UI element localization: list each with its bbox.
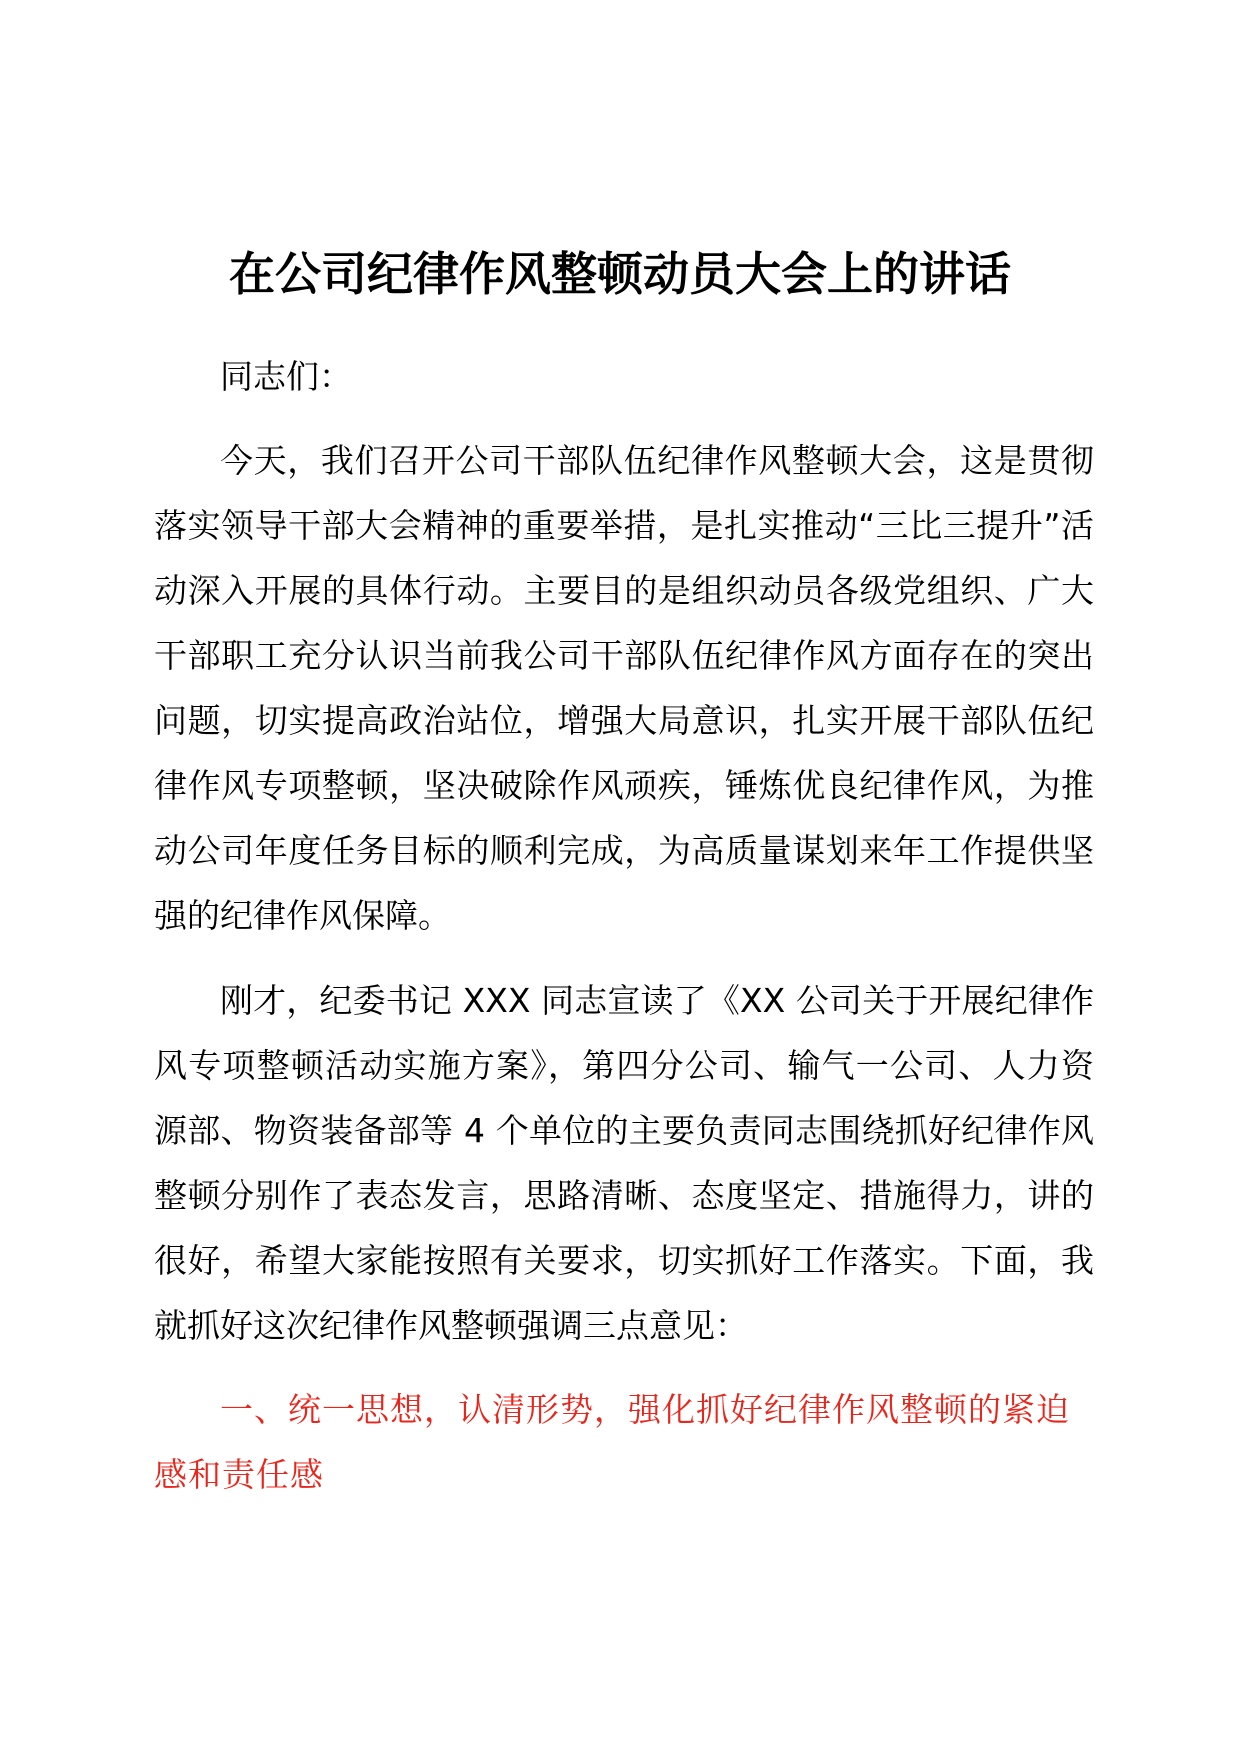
section-heading-1: 一、统一思想，认清形势，强化抓好纪律作风整顿的紧迫感和责任感 <box>154 1390 1070 1494</box>
paragraph-1: 今天，我们召开公司干部队伍纪律作风整顿大会，这是贯彻落实领导干部大会精神的重要举措，是扎实推动“三比三提升”活动深入开展的具体行动。主要目的是组织动员各级党组织、广大干部职工充分认识当前我公司干部队伍纪律作风方面存在的突出问题，切实提高政治站位，增强大局意识，扎实开展干部队伍纪律作风专项整顿，坚决破除作风顽疾，锤炼优良纪律作风，为推动公司年度任务目标的顺利完成，为高质量谋划来年工作提供坚强的纪律作风保障。 <box>154 441 1094 935</box>
paragraph-2: 刚才，纪委书记 XXX 同志宣读了《XX 公司关于开展纪律作风专项整顿活动实施方案》，第四分公司、输气一公司、人力资源部、物资装备部等 4 个单位的主要负责同志围绕抓好纪律作风整顿分别作了表态发言，思路清晰、态度坚定、措施得力，讲的很好，希望大家能按照有关要求，切实抓好工作落实。下面，我就抓好这次纪律作风整顿强调三点意见： <box>154 981 1094 1345</box>
document-title: 在公司纪律作风整顿动员大会上的讲话 <box>229 247 1011 301</box>
salutation: 同志们： <box>220 357 352 396</box>
